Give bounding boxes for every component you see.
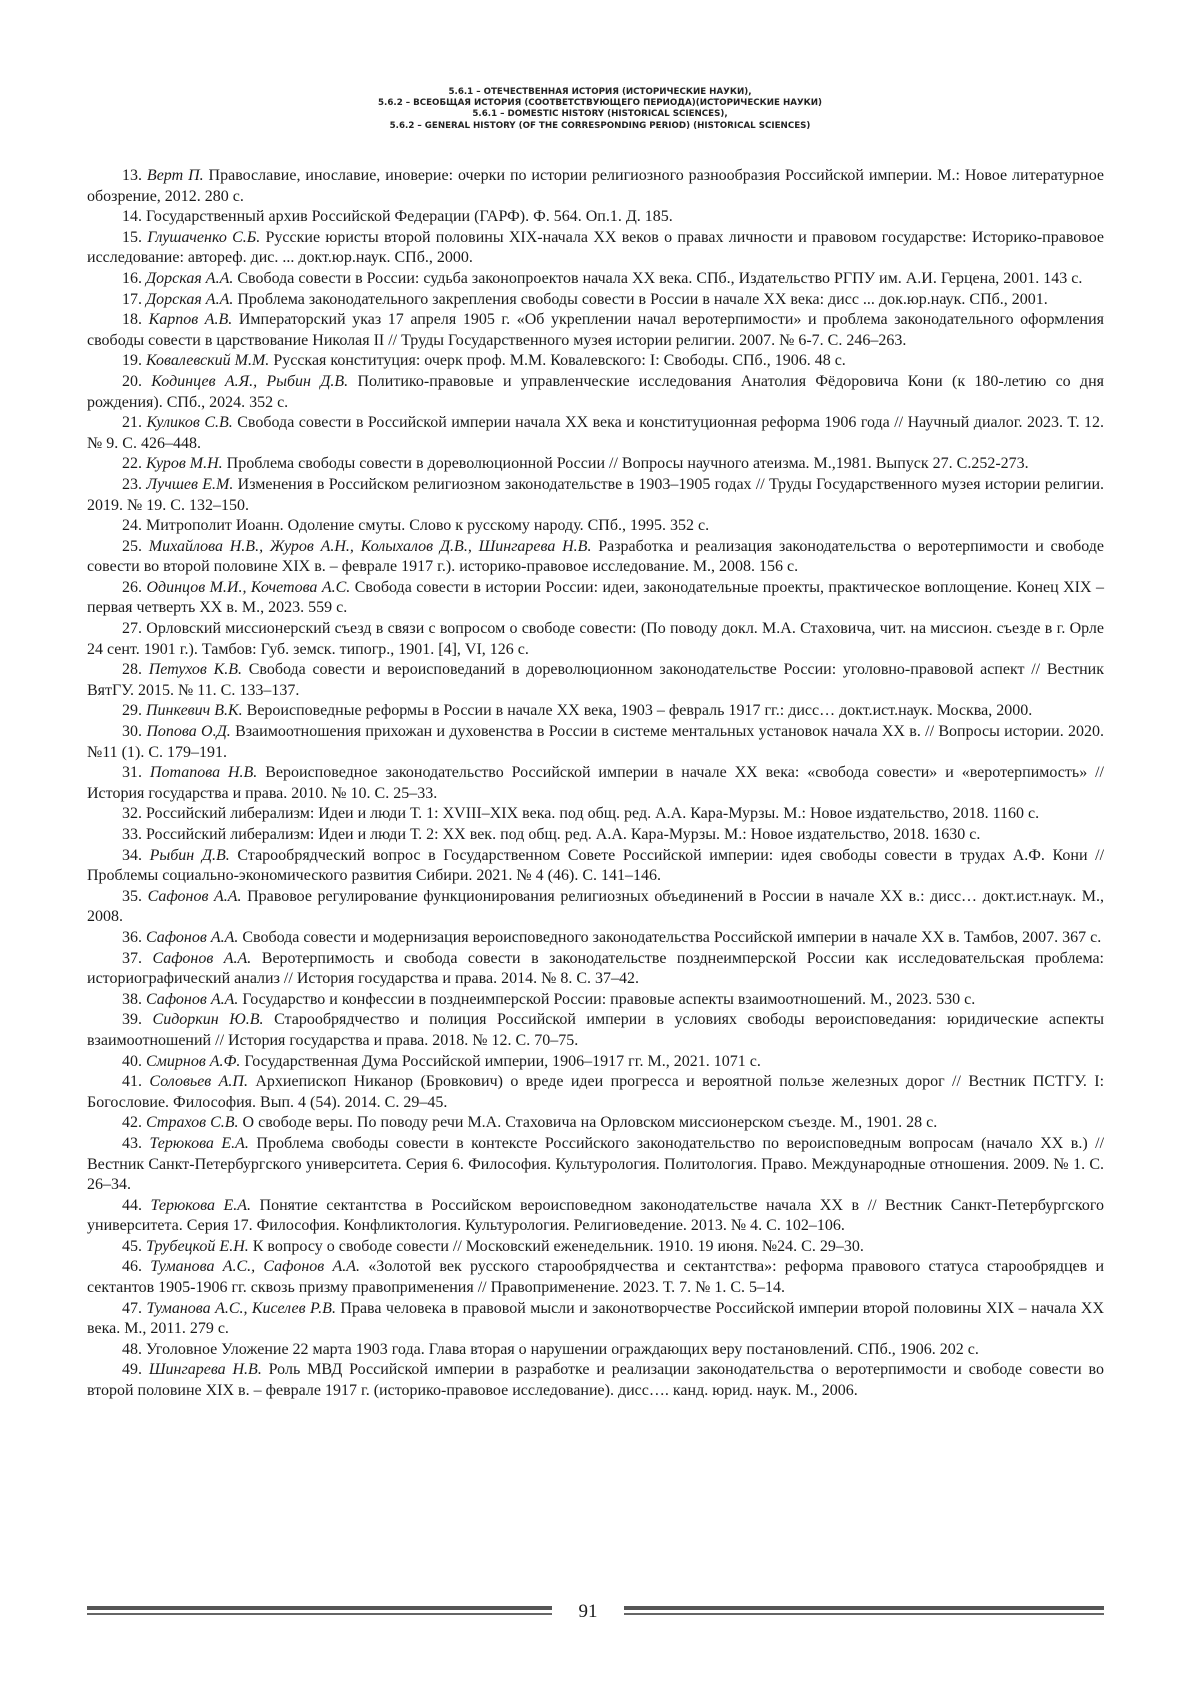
reference-text: Императорский указ 17 апреля 1905 г. «Об укреплении начал веротерпимости» и проблема законодательного оформления свободы совести в царствование Николая II // Труды Государственного музея истории религии. 2007. № 6-7. С. 246–263. [87, 311, 1105, 349]
reference-number: 18. [122, 311, 142, 329]
reference-number: 43. [122, 1134, 142, 1152]
reference-text: Свобода совести и вероисповеданий в дореволюционном законодательстве России: уголовно-правовой аспект // Вестник ВятГУ. 2015. № 11. С. 133–137. [87, 661, 1105, 699]
reference-item [87, 290, 1104, 311]
reference-author: Ковалевский М.М. [146, 352, 270, 370]
reference-item [87, 763, 1104, 804]
running-header [0, 87, 1200, 132]
reference-text: Вероисповедное законодательство Российской империи в начале XX века: «свобода совести» и «веротерпимость» // История государства и права. 2010. № 10. С. 25–33. [87, 764, 1105, 802]
reference-number: 38. [122, 990, 142, 1008]
reference-author: Одинцов М.И., Кочетова А.С. [146, 578, 351, 596]
reference-author: Терюкова Е.А. [150, 1196, 252, 1214]
reference-text: Свобода совести в истории России: идеи, законодательные проекты, практическое воплощение. Конец XIX – первая четверть XX в. М., 2023. 559 с. [87, 578, 1104, 617]
reference-item [87, 660, 1104, 701]
reference-number: 44. [122, 1196, 142, 1214]
page-footer [87, 1601, 1104, 1623]
reference-item [87, 228, 1104, 269]
reference-item [87, 990, 1104, 1011]
reference-author: Дорская А.А. [146, 290, 234, 308]
reference-item [87, 454, 1104, 475]
reference-number: 14. [122, 208, 142, 226]
reference-author: Сафонов А.А. [152, 949, 252, 967]
reference-number: 45. [122, 1237, 142, 1255]
reference-text: Права человека в правовой мысли и законотворчестве Российской империи второй половины XIX – начала XX века. М., 2011. 279 с. [87, 1299, 1105, 1338]
reference-number: 46. [122, 1258, 142, 1276]
reference-text: Правовое регулирование функционирования религиозных объединений в России в начале XX в.: дисс… докт.ист.наук. М., 2008. [87, 887, 1105, 926]
reference-number: 48. [122, 1340, 142, 1358]
reference-number: 36. [122, 928, 142, 946]
reference-text: Проблема законодательного закрепления свободы совести в России в начале XX века: дисс ... док.юр.наук. СПб., 2001. [237, 290, 1048, 308]
reference-text: Свобода совести и модернизация вероисповедного законодательства Российской империи в начале XX в. Тамбов, 2007. 367 с. [242, 928, 1102, 946]
reference-item [87, 825, 1104, 846]
reference-number: 16. [122, 269, 142, 287]
reference-author: Михайлова Н.В., Журов А.Н., Колыхалов Д.В., Шингарева Н.В. [148, 537, 592, 555]
reference-item [87, 619, 1104, 660]
reference-item [87, 166, 1104, 207]
reference-number: 23. [122, 475, 142, 493]
reference-item [87, 1196, 1104, 1237]
reference-author: Сафонов А.А. [146, 928, 239, 946]
reference-item [87, 516, 1104, 537]
reference-number: 22. [122, 455, 142, 473]
reference-text: Архиепископ Никанор (Бровкович) о вреде идеи прогресса и вероятной пользе железных дорог // Вестник ПСТГУ. I: Богословие. Философия. Вып. 4 (54). 2014. С. 29–45. [87, 1073, 1105, 1111]
reference-number: 31. [122, 764, 142, 782]
footer-rule-left [87, 1606, 552, 1618]
reference-author: Рыбин Д.В. [149, 846, 230, 864]
reference-item [87, 1257, 1104, 1298]
reference-text: Государство и конфессии в позднеимперской России: правовые аспекты взаимоотношений. М., 2023. 530 с. [242, 990, 976, 1008]
reference-item [87, 1299, 1104, 1340]
reference-number: 37. [122, 949, 142, 967]
reference-text: Митрополит Иоанн. Одоление смуты. Слово к русскому народу. СПб., 1995. 352 с. [146, 517, 710, 535]
header-line: 5.6.2 – GENERAL HISTORY (OF THE CORRESPONDING PERIOD) (HISTORICAL SCIENCES) [389, 120, 811, 131]
reference-item [87, 846, 1104, 887]
page-number: 91 [578, 1601, 598, 1622]
reference-item [87, 310, 1104, 351]
reference-author: Потапова Н.В. [149, 764, 258, 782]
reference-text: Политико-правовые и управленческие исследования Анатолия Фёдоровича Кони (к 180-летию со дня рождения). СПб., 2024. 352 с. [87, 372, 1104, 411]
reference-item [87, 1052, 1104, 1073]
reference-item [87, 269, 1104, 290]
reference-number: 13. [122, 167, 142, 184]
reference-author: Кодинцев А.Я., Рыбин Д.В. [151, 372, 349, 390]
reference-item [87, 1360, 1104, 1401]
reference-author: Верт П. [146, 167, 204, 184]
reference-number: 21. [122, 414, 142, 432]
reference-text: К вопросу о свободе совести // Московский еженедельник. 1910. 19 июня. №24. С. 29–30. [252, 1237, 864, 1255]
reference-item [87, 1010, 1104, 1051]
reference-author: Терюкова Е.А. [149, 1134, 249, 1152]
reference-author: Лучшев Е.М. [146, 475, 234, 493]
reference-item [87, 928, 1104, 949]
reference-item [87, 1237, 1104, 1258]
reference-number: 26. [122, 578, 142, 596]
reference-text: Русские юристы второй половины XIX-начала XX веков о правах личности и правовом государстве: Историко-правовое исследование: автореф. дис. ... докт.юр.наук. СПб., 2000. [87, 228, 1105, 267]
reference-number: 29. [122, 702, 142, 720]
reference-number: 30. [122, 723, 142, 741]
reference-item [87, 804, 1104, 825]
reference-number: 41. [122, 1073, 142, 1091]
reference-number: 24. [122, 517, 142, 535]
reference-item [87, 1134, 1104, 1196]
reference-text: Русская конституция: очерк проф. М.М. Ковалевского: I: Свободы. СПб., 1906. 48 с. [273, 352, 846, 370]
footer-rule-right [624, 1606, 1104, 1618]
reference-text: Проблема свободы совести в контексте Российского законодательство по вероисповедным вопросам (начало XX в.) // Вестник Санкт-Петербургского университета. Серия 6. Философия. Культурология. Политология. Право. Международные отношения. 2009. № 1. С. 26–34. [87, 1134, 1105, 1194]
reference-author: Соловьев А.П. [149, 1073, 248, 1091]
reference-text: Роль МВД Российской империи в разработке и реализации законодательства о веротерпимости и свободе совести во второй половине XIX в. – феврале 1917 г. (историко-правовое исследование). дисс…. канд. юрид. наук. М., 2006. [87, 1361, 1104, 1400]
reference-text: Государственная Дума Российской империи, 1906–1917 гг. М., 2021. 1071 с. [244, 1052, 761, 1070]
reference-author: Сафонов А.А. [147, 887, 242, 905]
reference-author: Карпов А.В. [148, 311, 233, 329]
reference-number: 19. [122, 352, 142, 370]
reference-number: 34. [122, 846, 142, 864]
reference-item [87, 372, 1104, 413]
reference-item [87, 1113, 1104, 1134]
reference-item [87, 475, 1104, 516]
reference-number: 40. [122, 1052, 142, 1070]
reference-text: Взаимоотношения прихожан и духовенства в России в системе ментальных установок начала XX в. // Вопросы истории. 2020. №11 (1). С. 179–191. [87, 723, 1105, 761]
reference-author: Трубецкой Е.Н. [146, 1237, 249, 1255]
reference-author: Куликов С.В. [146, 414, 233, 432]
reference-number: 25. [122, 537, 142, 555]
reference-number: 20. [122, 372, 142, 390]
reference-author: Туманова А.С., Киселев Р.В. [146, 1299, 336, 1317]
reference-item [87, 413, 1104, 454]
reference-number: 33. [122, 826, 142, 843]
reference-number: 15. [122, 228, 142, 246]
reference-text: Уголовное Уложение 22 марта 1903 года. Глава вторая о нарушении ограждающих веру постановлений. СПб., 1906. 202 с. [146, 1340, 979, 1358]
reference-text: Государственный архив Российской Федерации (ГАРФ). Ф. 564. Оп.1. Д. 185. [146, 208, 673, 226]
reference-item [87, 578, 1104, 619]
reference-text: Изменения в Российском религиозном законодательстве в 1903–1905 годах // Труды Государственного музея истории религии. 2019. № 19. С. 132–150. [87, 475, 1105, 514]
reference-text: Православие, инославие, иноверие: очерки по истории религиозного разнообразия Российской империи. М.: Новое литературное обозрение, 2012. 280 с. [87, 167, 1104, 205]
reference-list [87, 166, 1104, 1402]
reference-author: Смирнов А.Ф. [146, 1052, 241, 1070]
reference-number: 49. [122, 1361, 142, 1379]
reference-number: 32. [122, 805, 142, 823]
reference-item [87, 949, 1104, 990]
reference-item [87, 207, 1104, 228]
reference-item [87, 1072, 1104, 1113]
header-line: 5.6.1 – ОТЕЧЕСТВЕННАЯ ИСТОРИЯ (ИСТОРИЧЕСКИЕ НАУКИ), [448, 87, 752, 97]
reference-author: Куров М.Н. [146, 455, 223, 473]
reference-item [87, 537, 1104, 578]
reference-text: Свобода совести в Российской империи начала XX века и конституционная реформа 1906 года // Научный диалог. 2023. Т. 12. № 9. С. 426–448. [87, 414, 1105, 452]
reference-number: 35. [122, 887, 142, 905]
reference-text: «Золотой век русского старообрядчества и сектантства»: реформа правового статуса старообрядцев и сектантов 1905-1906 гг. сквозь призму правоприменения // Правоприменение. 2023. Т. 7. № 1. С. 5–14. [87, 1258, 1105, 1297]
header-line: 5.6.2 – ВСЕОБЩАЯ ИСТОРИЯ (СООТВЕТСТВУЮЩЕГО ПЕРИОДА)(ИСТОРИЧЕСКИЕ НАУКИ) [378, 98, 822, 109]
reference-text: Старообрядческий вопрос в Государственном Совете Российской империи: идея свободы совести в трудах А.Ф. Кони // Проблемы социально-экономического развития Сибири. 2021. № 4 (46). С. 141–146. [87, 846, 1105, 885]
reference-number: 17. [122, 290, 142, 308]
reference-text: Понятие сектантства в Российском вероисповедном законодательстве начала XX в // Вестник Санкт-Петербургского университета. Серия 17. Философия. Конфликтология. Культурология. Религиоведение. 2013. № 4. С. 102–106. [87, 1196, 1105, 1235]
reference-text: Российский либерализм: Идеи и люди Т. 2: XX век. под общ. ред. А.А. Кара-Мурзы. М.: Новое издательство, 2018. 1630 с. [146, 826, 981, 843]
reference-author: Глушаченко С.Б. [147, 228, 261, 246]
reference-author: Сафонов А.А. [146, 990, 239, 1008]
reference-author: Туманова А.С., Сафонов А.А. [150, 1258, 361, 1276]
reference-author: Дорская А.А. [146, 269, 234, 287]
reference-text: О свободе веры. По поводу речи М.А. Стаховича на Орловском миссионерском съезде. М., 1901. 28 с. [242, 1114, 938, 1132]
reference-text: Орловский миссионерский съезд в связи с вопросом о свободе совести: (По поводу докл. М.А. Стаховича, чит. на миссион. съезде в г. Орле 24 сент. 1901 г.). Тамбов: Губ. земск. типогр., 1901. [4], VI, 126 с. [87, 620, 1105, 658]
reference-number: 27. [122, 620, 142, 638]
reference-text: Вероисповедные реформы в России в начале XX века, 1903 – февраль 1917 гг.: дисс… докт.ист.наук. Москва, 2000. [246, 702, 1033, 720]
reference-item [87, 1340, 1104, 1361]
reference-item [87, 701, 1104, 722]
header-line: 5.6.1 – DOMESTIC HISTORY (HISTORICAL SCIENCES), [472, 109, 728, 120]
reference-text: Свобода совести в России: судьба законопроектов начала XX века. СПб., Издательство РГПУ им. А.И. Герцена, 2001. 143 с. [237, 269, 1083, 287]
reference-item [87, 351, 1104, 372]
reference-text: Старообрядчество и полиция Российской империи в условиях свободы вероисповедания: юридические аспекты взаимоотношений // История государства и права. 2018. № 12. С. 70–75. [87, 1011, 1105, 1049]
reference-text: Веротерпимость и свобода совести в законодательстве позднеимперской России как исследовательская проблема: историографический анализ // История государства и права. 2014. № 8. С. 37–42. [87, 949, 1105, 988]
reference-text: Разработка и реализация законодательства о веротерпимости и свободе совести во второй половине XIX в. – феврале 1917 г.). историко-правовое исследование. М., 2008. 156 с. [87, 537, 1105, 576]
reference-text: Российский либерализм: Идеи и люди Т. 1: XVIII–XIX века. под общ. ред. А.А. Кара-Мурзы. М.: Новое издательство, 2018. 1160 с. [146, 805, 1040, 823]
reference-author: Страхов С.В. [146, 1114, 239, 1132]
reference-text: Проблема свободы совести в дореволюционной России // Вопросы научного атеизма. М.,1981. Выпуск 27. С.252-273. [226, 455, 1029, 473]
reference-author: Петухов К.В. [148, 661, 242, 679]
reference-author: Шингарева Н.В. [148, 1361, 262, 1379]
reference-author: Попова О.Д. [146, 723, 231, 741]
reference-number: 28. [122, 661, 142, 679]
reference-author: Пинкевич В.К. [146, 702, 243, 720]
reference-number: 42. [122, 1114, 142, 1132]
reference-item [87, 722, 1104, 763]
reference-item [87, 887, 1104, 928]
reference-author: Сидоркин Ю.В. [152, 1011, 264, 1029]
reference-number: 47. [122, 1299, 142, 1317]
reference-number: 39. [122, 1011, 142, 1029]
